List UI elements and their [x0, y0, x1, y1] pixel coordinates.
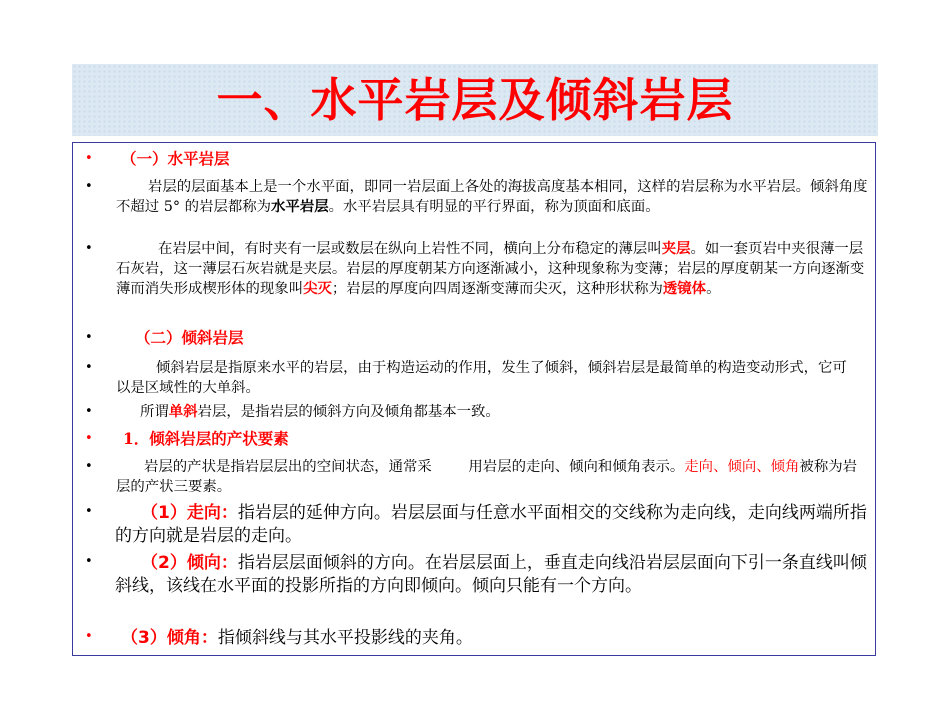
- page-title: 一、水平岩层及倾斜岩层: [216, 73, 734, 127]
- paragraph: 在岩层中间，有时夹有一层或数层在纵向上岩性不同，横向上分布稳定的薄层叫夹层。如一套页岩中夹很薄一层石灰岩，这一薄层石灰岩就是夹层。岩层的厚度朝某方向逐渐减小，这种现象称为变薄；岩层的厚度朝某一方向逐渐变薄而消失形成楔形体的现象叫尖灭；岩层的厚度向四周逐渐变薄而尖灭，这种形状称为透镜体。: [116, 241, 865, 297]
- paragraph: （1）走向：指岩层的延伸方向。岩层层面与任意水平面相交的交线称为走向线，走向线两端所指的方向就是岩层的走向。: [115, 503, 867, 546]
- bullet-icon: •: [85, 360, 93, 375]
- paragraph: （3）倾角：指倾斜线与其水平投影线的夹角。: [121, 628, 473, 648]
- bullet-icon: •: [85, 459, 93, 474]
- section-heading: （一）水平岩层: [121, 150, 230, 168]
- bullet-icon: •: [85, 504, 93, 519]
- bullet-icon: •: [85, 179, 93, 194]
- bullet-icon: •: [85, 241, 93, 256]
- paragraph: 倾斜岩层是指原来水平的岩层，由于构造运动的作用，发生了倾斜，倾斜岩层是最简单的构造变动形式，它可以是区域性的大单斜。: [116, 360, 847, 396]
- bullet-icon: •: [85, 431, 93, 446]
- bullet-icon: •: [85, 330, 93, 345]
- section-heading: 1．倾斜岩层的产状要素: [123, 429, 289, 448]
- bullet-icon: •: [85, 404, 93, 419]
- bullet-icon: •: [85, 629, 93, 644]
- section-heading: （二）倾斜岩层: [135, 329, 244, 347]
- title-band: [72, 64, 878, 136]
- paragraph: 岩层的层面基本上是一个水平面，即同一岩层面上各处的海拔高度基本相同，这样的岩层称为水平岩层。倾斜角度不超过 5° 的岩层都称为水平岩层。水平岩层具有明显的平行界面，称为顶面和底面。: [116, 179, 868, 215]
- paragraph: 岩层的产状是指岩层层出的空间状态，通常采 用岩层的走向、倾向和倾角表示。走向、倾向、倾角被称为岩层的产状三要素。: [116, 459, 857, 495]
- paragraph: 所谓单斜岩层，是指岩层的倾斜方向及倾角都基本一致。: [140, 404, 500, 420]
- bullet-icon: •: [85, 151, 93, 166]
- bullet-icon: •: [85, 554, 93, 569]
- content-box: [72, 142, 876, 656]
- paragraph: （2）倾向：指岩层层面倾斜的方向。在岩层层面上，垂直走向线沿岩层层面向下引一条直线叫倾斜线，该线在水平面的投影所指的方向即倾向。倾向只能有一个方向。: [115, 553, 867, 596]
